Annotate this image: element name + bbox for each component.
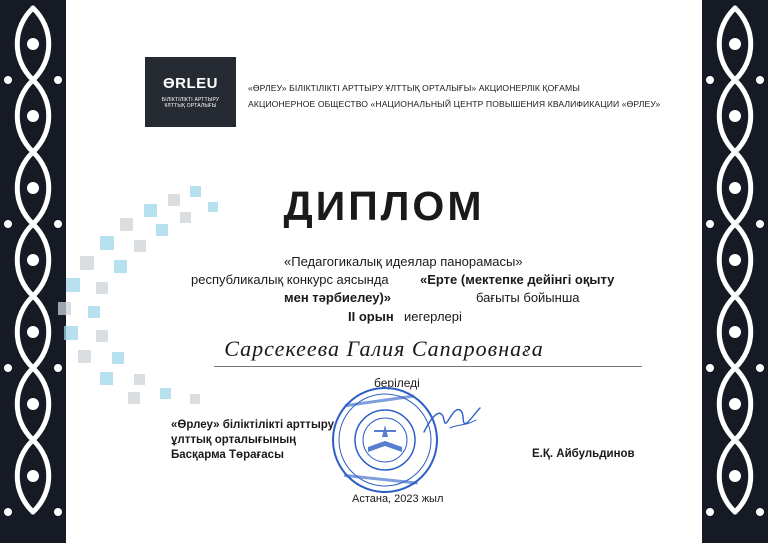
orleu-logo xyxy=(145,57,236,127)
org-name-kazakh: «ӨРЛЕУ» БІЛІКТІЛІКТІ АРТТЫРУ ҰЛТТЫҚ ОРТАЛЫҒЫ» АКЦИОНЕРЛІК ҚОҒАМЫ xyxy=(248,83,580,93)
logo-subtitle xyxy=(145,97,236,109)
ornament-pattern-right xyxy=(702,0,768,543)
org-name-russian: АКЦИОНЕРНОЕ ОБЩЕСТВО «НАЦИОНАЛЬНЫЙ ЦЕНТР ПОВЫШЕНИЯ КВАЛИФИКАЦИИ «ӨРЛЕУ» xyxy=(248,99,661,109)
winner-underline xyxy=(214,366,642,367)
signatory-position: Басқарма Төрағасы xyxy=(171,449,284,461)
logo-subtitle-line2: ҰЛТТЫҚ ОРТАЛЫҒЫ xyxy=(164,103,217,109)
contest-name: «Педагогикалық идеялар панорамасы» xyxy=(284,254,523,269)
ornament-border-right xyxy=(702,0,768,543)
winner-label: иегерлері xyxy=(404,309,462,324)
signatory-name: Е.Қ. Айбульдинов xyxy=(532,448,635,460)
handwritten-signature xyxy=(420,398,482,442)
signatory-org-line2: ұлттық орталығының xyxy=(171,434,297,446)
logo-subtitle-line1: БІЛІКТІЛІКТІ АРТТЫРУ xyxy=(161,97,220,103)
logo-name: ӨRLEU xyxy=(163,75,218,92)
diploma-title: ДИПЛОМ xyxy=(283,183,485,229)
place-label: II орын xyxy=(348,309,394,324)
direction-name-part2: мен тәрбиелеу)» xyxy=(284,290,392,305)
direction-name-part1: «Ерте (мектепке дейінгі оқыту xyxy=(420,272,615,287)
signatory-org-line1: «Өрлеу» біліктілікті арттыру xyxy=(171,419,335,431)
winner-name: Сарсекеева Галия Сапаровнаға xyxy=(224,336,544,361)
issued-label: беріледі xyxy=(374,376,420,390)
city-year: Астана, 2023 жыл xyxy=(352,493,444,505)
direction-label: бағыты бойынша xyxy=(476,290,580,305)
contest-scope: республикалық конкурс аясында xyxy=(191,272,389,287)
